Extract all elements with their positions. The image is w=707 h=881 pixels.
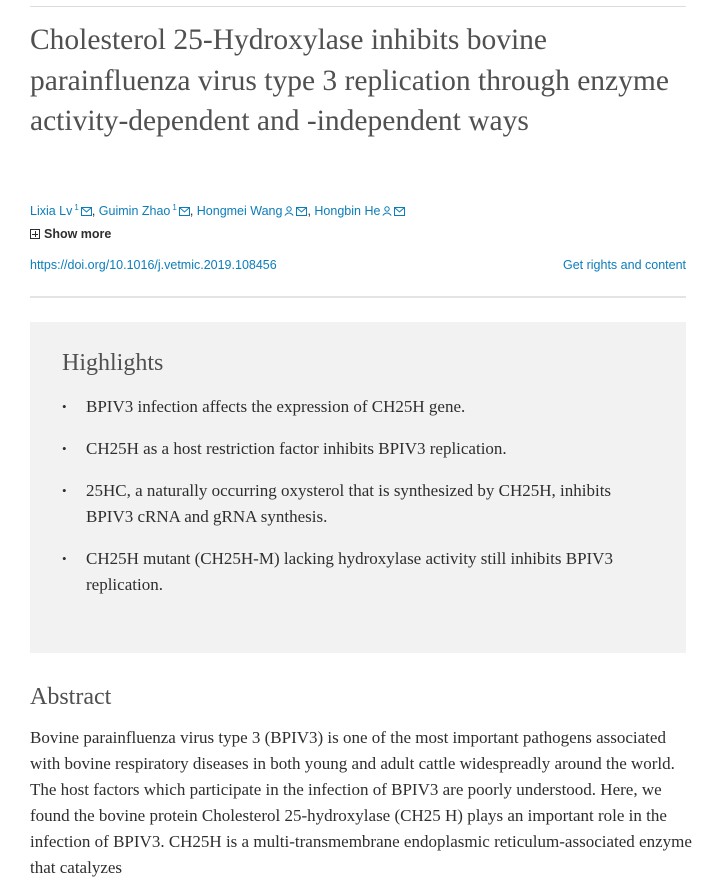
list-item: • CH25H mutant (CH25H-M) lacking hydroxylase activity still inhibits BPIV3 replication.	[62, 546, 642, 598]
list-item: • CH25H as a host restriction factor inhibits BPIV3 replication.	[62, 436, 642, 462]
list-item: • BPIV3 infection affects the expression of CH25H gene.	[62, 394, 642, 420]
show-more-label: Show more	[44, 227, 112, 241]
author-3[interactable]	[197, 204, 308, 218]
mail-icon[interactable]	[179, 207, 190, 216]
affiliation-sup: 1	[172, 203, 177, 212]
highlights-list	[62, 394, 642, 614]
top-divider	[30, 6, 686, 7]
author-name[interactable]: Guimin Zhao	[98, 204, 171, 218]
author-name[interactable]: Hongbin He	[314, 204, 381, 218]
mail-icon[interactable]	[81, 207, 92, 216]
abstract-text: Bovine parainfluenza virus type 3 (BPIV3) is one of the most important pathogens associated with bovine respiratory diseases in both young and adult cattle widespreadly around the world. The host factors which participate in the infection of BPIV3 are poorly understood. Here, we found the bovine protein Cholesterol 25-hydroxylase (CH25 H) plays an important role in the infection of BPIV3. CH25H is a multi-transmembrane endoplasmic reticulum-associated enzyme that catalyzes	[30, 728, 692, 877]
rights-link[interactable]: Get rights and content	[563, 258, 686, 272]
abstract-heading: Abstract	[30, 684, 112, 710]
mail-icon[interactable]	[296, 207, 307, 216]
article-title: Cholesterol 25-Hydroxylase inhibits bovine parainfluenza virus type 3 replication through enzyme activity-dependent and -independent ways	[30, 24, 669, 137]
section-divider	[30, 296, 686, 298]
doi-link[interactable]: https://doi.org/10.1016/j.vetmic.2019.108456	[30, 258, 277, 272]
plus-icon	[30, 229, 40, 239]
highlights-heading: Highlights	[62, 350, 164, 376]
author-list: Lixia Lv $^1$ , Guimin Zhao $^1$ , Hongmei Wang , Hongbin He	[30, 199, 686, 220]
list-item: • 25HC, a naturally occurring oxysterol that is synthesized by CH25H, inhibits BPIV3 cRNA and gRNA synthesis.	[62, 478, 642, 530]
author-name[interactable]: Hongmei Wang	[196, 204, 283, 218]
author-1[interactable]	[30, 204, 92, 218]
highlights-panel	[30, 322, 686, 653]
author-name[interactable]: Lixia Lv	[30, 204, 73, 218]
affiliation-sup: 1	[74, 203, 79, 212]
show-more-button[interactable]	[30, 227, 111, 241]
person-icon[interactable]	[284, 206, 294, 216]
author-2[interactable]	[99, 204, 190, 218]
person-icon[interactable]	[382, 206, 392, 216]
author-4[interactable]	[314, 204, 405, 218]
mail-icon[interactable]	[394, 207, 405, 216]
